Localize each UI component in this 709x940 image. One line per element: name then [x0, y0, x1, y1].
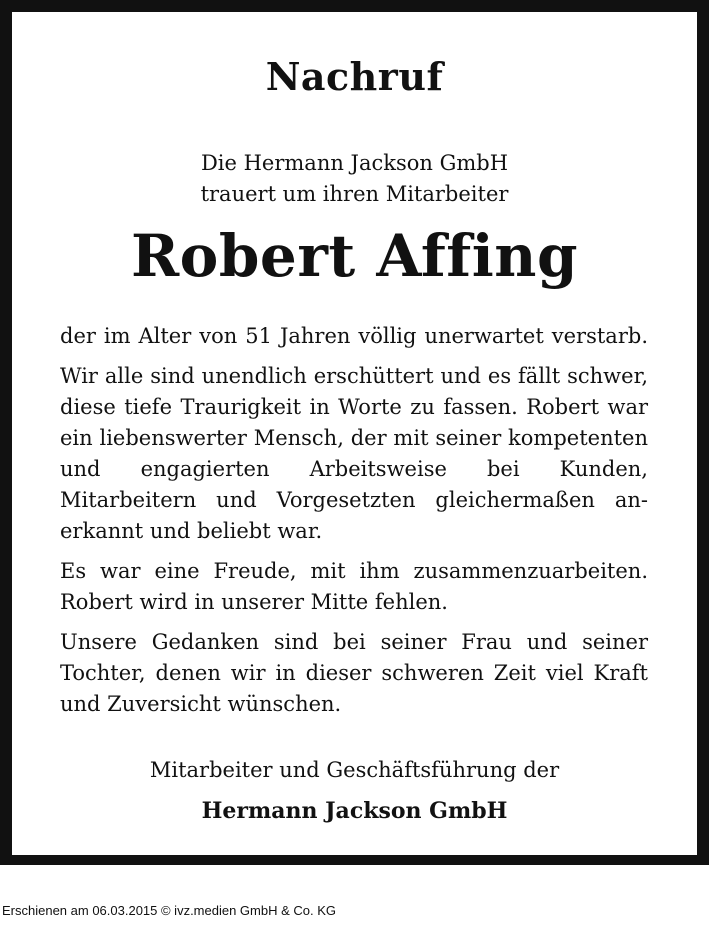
notice-title: Nachruf — [265, 54, 444, 99]
paragraph-4: Unsere Gedanken sind bei seiner Frau und seiner Tochter, denen wir in dieser schweren Zeit viel Kraft und Zuversicht wünschen. — [60, 630, 648, 716]
intro-line-1: Die Hermann Jackson GmbH — [200, 151, 509, 175]
notice-body — [60, 321, 648, 729]
intro-line-2: trauert um ihren Mitarbeiter — [200, 182, 509, 206]
company-signature: Hermann Jackson GmbH — [201, 798, 508, 824]
publication-footer: Erschienen am 06.03.2015 © ivz.medien GmbH & Co. KG — [2, 903, 337, 918]
deceased-name: Robert Affing — [130, 222, 579, 290]
closing-line: Mitarbeiter und Geschäftsführung der — [149, 758, 560, 782]
paragraph-1: der im Alter von 51 Jahren völlig unerwartet verstarb. — [60, 324, 648, 348]
paragraph-3: Es war eine Freude, mit ihm zusammenzuarbeiten. Robert wird in unserer Mitte fehlen. — [60, 559, 648, 614]
obituary-notice — [12, 12, 697, 855]
notice-intro — [12, 148, 697, 210]
paragraph-2: Wir alle sind unendlich erschüttert und es fällt schwer, diese tiefe Traurigkeit in Worte zu fassen. Robert war ein liebenswerter Mensch, der mit seiner kompetenten und engagierten Arbeitsweise bei Kunden, Mitarbeitern und Vorgesetzten gleichermaßen anerkannt und beliebt war. — [60, 364, 648, 543]
